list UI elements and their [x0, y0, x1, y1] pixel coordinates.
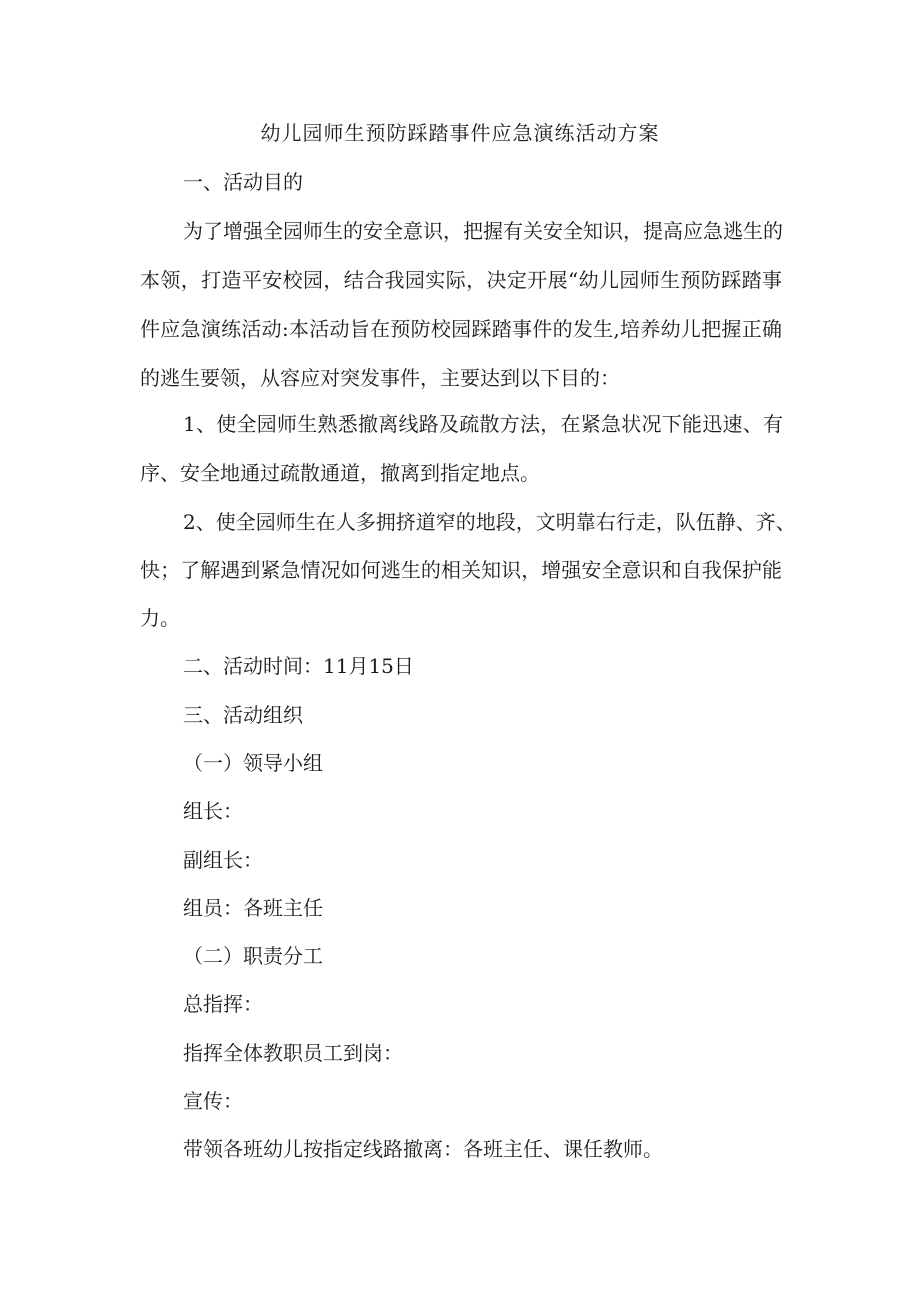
section-heading-time: 二、活动时间：11月15日 — [183, 654, 414, 678]
section-heading-purpose: 一、活动目的 — [183, 170, 303, 194]
publicity-line: 宣传： — [183, 1089, 243, 1113]
paragraph-line: 1、使全园师生熟悉撤离线路及疏散方法，在紧急状况下能迅速、有 — [183, 412, 783, 436]
vice-leader-line: 副组长： — [183, 848, 263, 872]
subsection-heading-duties: （二）职责分工 — [183, 944, 323, 968]
commander-line: 总指挥： — [183, 992, 263, 1016]
paragraph-line: 2、使全园师生在人多拥挤道窄的地段，文明靠右行走，队伍静、齐、 — [183, 510, 796, 534]
paragraph-line: 的逃生要领，从容应对突发事件，主要达到以下目的： — [140, 366, 620, 390]
paragraph-line: 本领，打造平安校园，结合我园实际，决定开展“幼儿园师生预防踩踏事 — [140, 268, 782, 292]
members-line: 组员：各班主任 — [183, 896, 323, 920]
subsection-heading-leadership: （一）领导小组 — [183, 751, 323, 775]
paragraph-line: 快；了解遇到紧急情况如何逃生的相关知识，增强安全意识和自我保护能 — [140, 558, 782, 582]
paragraph-line: 件应急演练活动:本活动旨在预防校园踩踏事件的发生,培养幼儿把握正确 — [140, 317, 782, 341]
paragraph-line: 力。 — [140, 606, 180, 630]
evacuation-lead-line: 带领各班幼儿按指定线路撤离：各班主任、课任教师。 — [183, 1137, 663, 1161]
paragraph-line: 序、安全地通过疏散通道，撤离到指定地点。 — [140, 461, 540, 485]
document-title: 幼儿园师生预防踩踏事件应急演练活动方案 — [260, 121, 660, 145]
staff-command-line: 指挥全体教职员工到岗： — [183, 1041, 403, 1065]
paragraph-line: 为了增强全园师生的安全意识，把握有关安全知识，提高应急逃生的 — [183, 219, 783, 243]
leader-line: 组长： — [183, 799, 243, 823]
section-heading-organization: 三、活动组织 — [183, 703, 303, 727]
